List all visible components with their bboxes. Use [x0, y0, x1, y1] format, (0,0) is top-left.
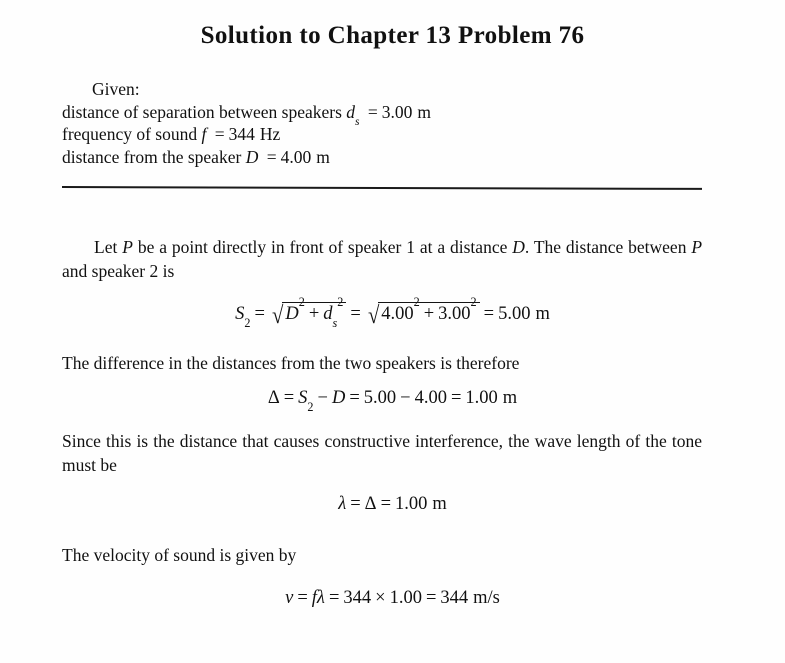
eq1-unit: m: [535, 304, 550, 324]
eq2-num-1: 5.00: [363, 388, 397, 408]
eq1-radicand-symbolic: [282, 294, 346, 331]
equation-path-difference: [0, 388, 785, 415]
eq4-num-1: 344: [343, 588, 372, 608]
eq4-times-sign: ×: [375, 588, 386, 608]
eq2-minus-2: −: [400, 388, 411, 408]
paragraph-1-var-P2: P: [691, 237, 703, 257]
eq2-term-D: D: [331, 388, 346, 408]
given-unit-separation: m: [417, 101, 432, 122]
paragraph-2-text: The difference in the distances from the two speakers is therefore: [62, 353, 520, 373]
eq3-rhs-delta: Δ: [364, 494, 377, 514]
given-symbol-f: f: [201, 124, 207, 144]
eq1-result: 5.00: [498, 304, 531, 324]
eq4-term-lambda: λ: [316, 588, 325, 608]
eq2-unit: m: [502, 388, 518, 408]
eq4-result: 344: [440, 588, 469, 608]
given-equals-distance: =: [266, 146, 277, 167]
given-symbol-ds: d: [346, 101, 356, 122]
given-symbol-D: D: [245, 146, 259, 167]
eq1-radicand-d-exponent: 2: [337, 294, 344, 309]
eq2-term-S: S: [298, 388, 308, 408]
eq3-result: 1.00: [395, 494, 428, 514]
horizontal-divider: [62, 186, 702, 190]
eq1-radicand-d: d: [323, 304, 333, 324]
radical-sign-icon: √: [271, 302, 284, 330]
eq1-radicand-num2: 3.00: [438, 304, 471, 324]
equation-velocity-of-sound: [0, 588, 785, 609]
given-label-frequency: frequency of sound: [62, 124, 198, 144]
eq1-sqrt-symbolic: [269, 294, 346, 331]
given-label-distance: distance from the speaker: [62, 146, 242, 167]
eq4-term-f: f: [311, 588, 317, 608]
eq1-radicand-numeric: [378, 294, 479, 325]
eq4-num-2: 1.00: [389, 588, 422, 608]
given-unit-distance: m: [316, 146, 330, 167]
eq1-radicand-num1-exponent: 2: [413, 294, 420, 309]
eq1-lhs-subscript: 2: [244, 316, 251, 331]
eq1-radicand-num2-exponent: 2: [470, 294, 477, 309]
page-title: Solution to Chapter 13 Problem 76: [200, 22, 585, 49]
eq4-equals-3: =: [425, 588, 437, 608]
paragraph-1-text-c: . The distance between: [524, 237, 687, 257]
paragraph-constructive-interference: [62, 430, 702, 477]
eq1-plus-2: +: [423, 304, 435, 324]
eq1-lhs-symbol: S: [235, 304, 245, 324]
given-section: [62, 78, 702, 168]
eq3-equals-1: =: [350, 494, 361, 514]
eq1-radicand-D: D: [285, 304, 299, 324]
given-equals-frequency: =: [214, 124, 225, 144]
eq2-equals-2: =: [349, 388, 360, 408]
paragraph-problem-setup: [62, 236, 702, 283]
eq2-result: 1.00: [465, 388, 498, 408]
eq1-equals-2: =: [350, 304, 361, 324]
eq3-equals-2: =: [380, 494, 392, 514]
eq4-equals-1: =: [297, 588, 308, 608]
given-value-frequency: 344: [228, 124, 255, 144]
paragraph-4-text: The velocity of sound is given by: [62, 545, 297, 565]
given-label-separation: distance of separation between speakers: [62, 101, 342, 122]
given-line-distance: [62, 146, 702, 169]
given-value-distance: 4.00: [280, 146, 312, 167]
given-symbol-ds-subscript: s: [355, 116, 360, 129]
eq3-lhs-lambda: λ: [338, 494, 347, 514]
given-unit-frequency: Hz: [259, 124, 281, 144]
eq2-lhs-delta: Δ: [267, 388, 280, 408]
eq1-radicand-D-exponent: 2: [298, 294, 305, 309]
given-heading: Given:: [92, 79, 140, 99]
eq2-equals-1: =: [283, 388, 295, 408]
paragraph-velocity: [62, 544, 702, 568]
eq1-plus-1: +: [308, 304, 320, 324]
eq1-equals-3: =: [483, 304, 495, 324]
given-value-separation: 3.00: [381, 101, 413, 122]
given-line-frequency: [62, 123, 702, 146]
eq4-equals-2: =: [328, 588, 340, 608]
eq2-num-2: 4.00: [414, 388, 447, 408]
paragraph-1-text-a: Let: [94, 237, 118, 257]
given-equals-separation: =: [367, 101, 378, 122]
paragraph-1-text-d: and speaker 2 is: [62, 260, 175, 281]
eq2-term-S-subscript: 2: [307, 400, 314, 415]
eq1-radicand-d-subscript: s: [332, 316, 338, 331]
eq1-sqrt-numeric: [365, 294, 480, 330]
eq1-equals-1: =: [254, 304, 265, 324]
given-line-separation: [62, 101, 702, 129]
paragraph-3-text: Since this is the distance that causes constructive interference, the wave length of the tone must be: [62, 431, 702, 475]
equation-wavelength: [0, 494, 785, 515]
eq4-lhs-nu: ν: [285, 588, 294, 608]
eq2-equals-3: =: [450, 388, 462, 408]
eq2-minus-1: −: [317, 388, 328, 408]
paragraph-1-text-b: be a point directly in front of speaker 1 at a distance: [137, 237, 508, 257]
radical-sign-icon-2: √: [367, 302, 380, 330]
paragraph-difference: [62, 352, 702, 376]
paragraph-1-var-P1: P: [122, 237, 133, 257]
equation-distance-s2: [0, 294, 785, 331]
eq1-radicand-num1: 4.00: [381, 304, 414, 324]
eq4-unit: m/s: [473, 588, 500, 608]
paragraph-1-var-D: D: [512, 237, 525, 257]
eq3-unit: m: [432, 494, 447, 514]
